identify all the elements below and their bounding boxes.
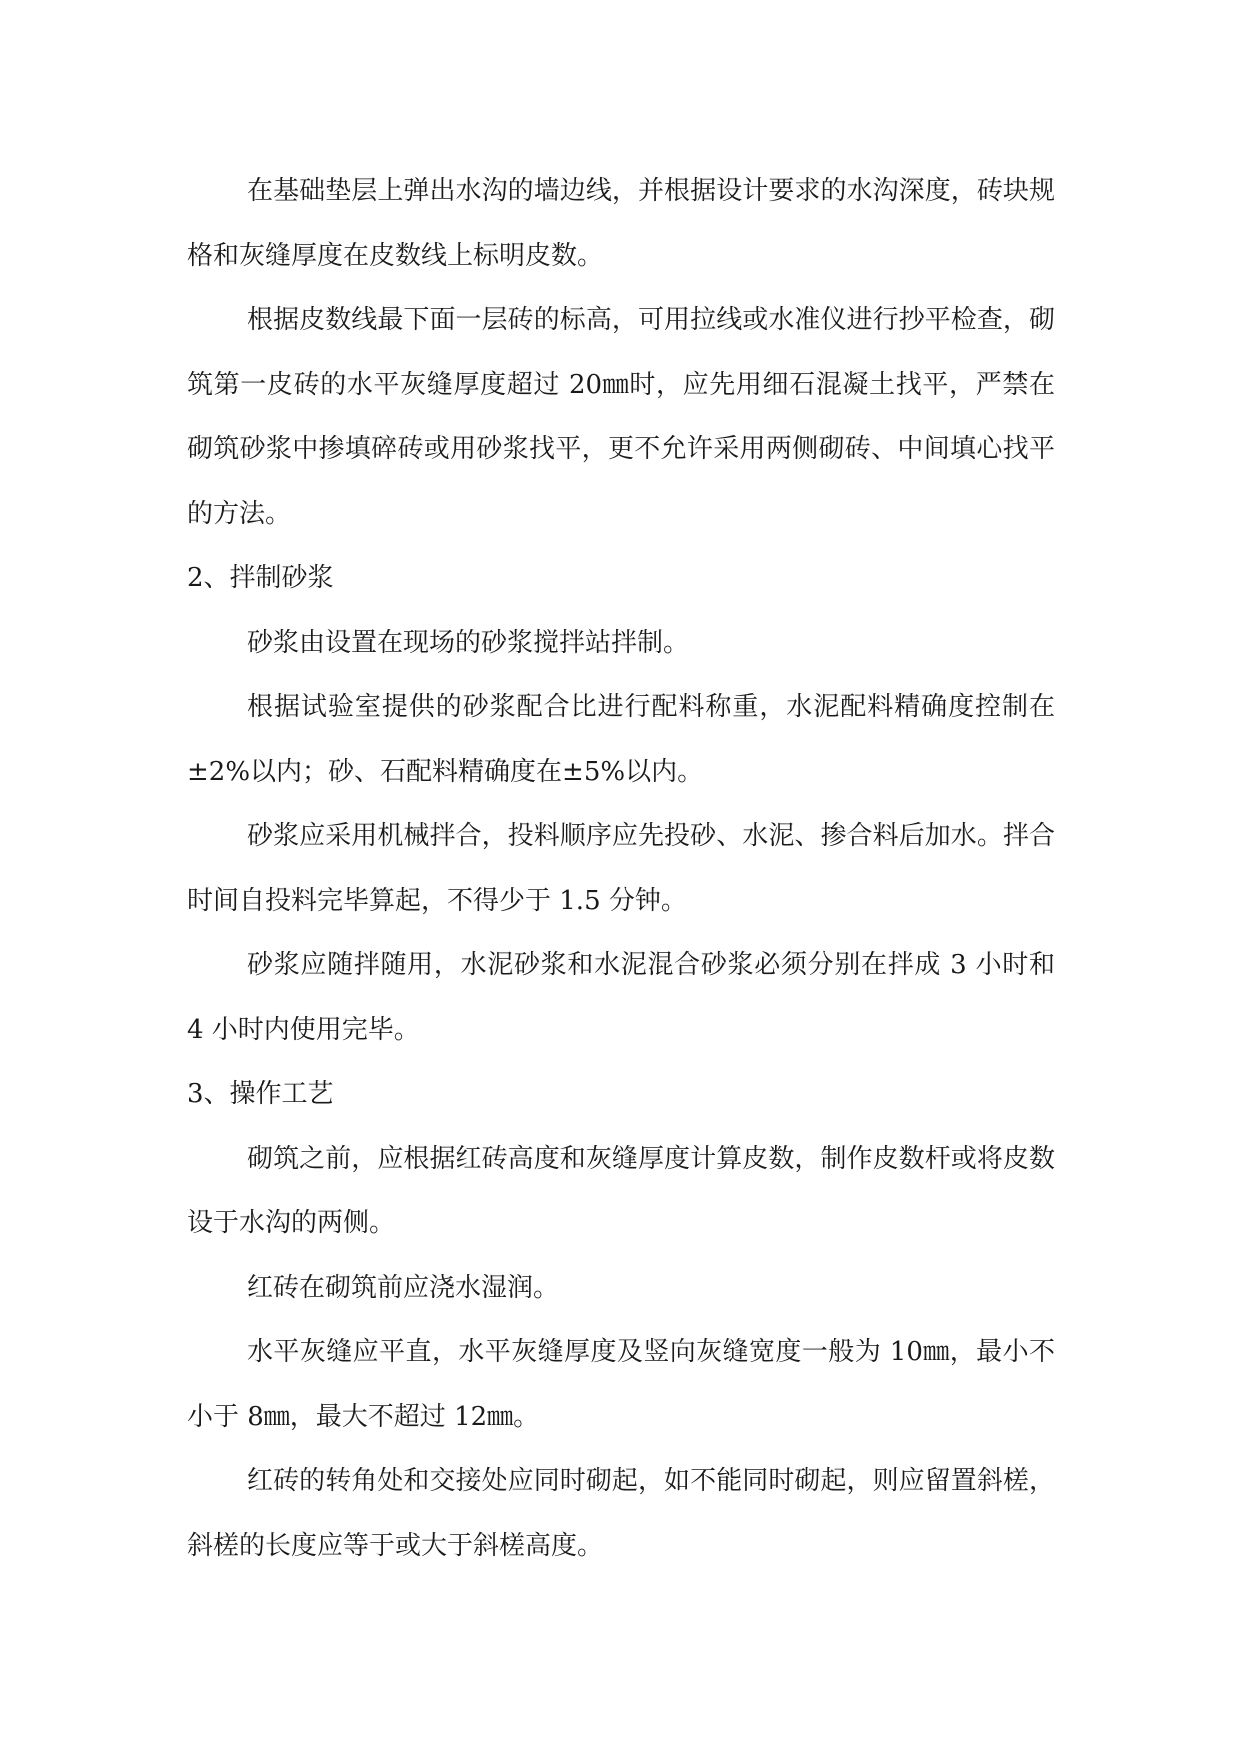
paragraph: 砂浆由设置在现场的砂浆搅拌站拌制。 xyxy=(247,627,690,658)
paragraph: 根据皮数线最下面一层砖的标高，可用拉线或水准仪进行抄平检查，砌筑第一皮砖的水平灰缝厚度超过 20㎜时，应先用细石混凝土找平，严禁在砌筑砂浆中掺填碎砖或用砂浆找平，更不允许采用两侧砌砖、中间填心找平的方法。 xyxy=(187,305,1055,529)
paragraph: 砌筑之前，应根据红砖高度和灰缝厚度计算皮数，制作皮数杆或将皮数设于水沟的两侧。 xyxy=(187,1143,1055,1238)
section-heading: 3、操作工艺 xyxy=(187,1079,334,1109)
paragraph: 根据试验室提供的砂浆配合比进行配料称重，水泥配料精确度控制在±2%以内；砂、石配料精确度在±5%以内。 xyxy=(187,692,1055,787)
document-body xyxy=(187,159,1055,1578)
paragraph: 水平灰缝应平直，水平灰缝厚度及竖向灰缝宽度一般为 10㎜，最小不小于 8㎜，最大不超过 12㎜。 xyxy=(187,1337,1055,1432)
paragraph: 红砖的转角处和交接处应同时砌起，如不能同时砌起，则应留置斜槎，斜槎的长度应等于或大于斜槎高度。 xyxy=(187,1466,1055,1561)
paragraph: 在基础垫层上弹出水沟的墙边线，并根据设计要求的水沟深度，砖块规格和灰缝厚度在皮数线上标明皮数。 xyxy=(187,176,1055,271)
paragraph: 砂浆应随拌随用，水泥砂浆和水泥混合砂浆必须分别在拌成 3 小时和 4 小时内使用完毕。 xyxy=(187,950,1055,1045)
paragraph: 红砖在砌筑前应浇水湿润。 xyxy=(247,1272,560,1303)
section-heading: 2、拌制砂浆 xyxy=(187,563,334,593)
paragraph: 砂浆应采用机械拌合，投料顺序应先投砂、水泥、掺合料后加水。拌合时间自投料完毕算起，不得少于 1.5 分钟。 xyxy=(187,821,1055,916)
